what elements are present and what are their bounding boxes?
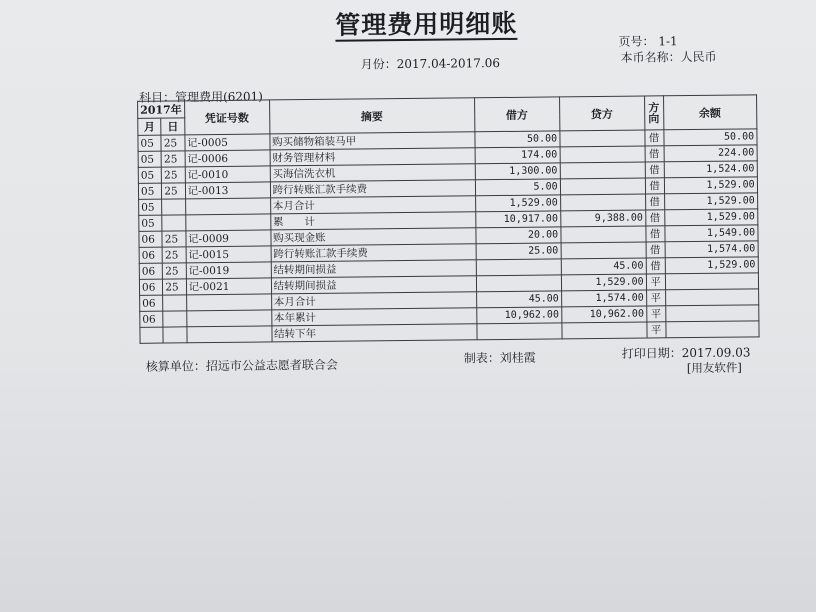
cell-balance <box>665 289 758 306</box>
cell-credit: 45.00 <box>561 258 646 275</box>
cell-debit: 1,300.00 <box>475 163 560 180</box>
cell-direction: 借 <box>645 210 664 226</box>
header-month: 月 <box>138 118 161 135</box>
cell-voucher: 记-0010 <box>185 166 270 183</box>
cell-month: 05 <box>138 167 161 183</box>
cell-month: 06 <box>139 247 162 263</box>
cell-balance: 224.00 <box>664 145 757 162</box>
cell-direction: 平 <box>646 274 665 290</box>
cell-direction: 借 <box>645 178 664 194</box>
cell-direction: 借 <box>645 162 664 178</box>
cell-credit: 1,574.00 <box>561 290 646 307</box>
cell-balance: 1,524.00 <box>664 161 757 178</box>
cell-credit <box>561 242 646 259</box>
cell-debit: 20.00 <box>476 227 561 244</box>
software-label: [用友软件] <box>686 360 742 376</box>
cell-debit: 10,962.00 <box>476 307 561 324</box>
header-credit: 贷方 <box>559 96 644 131</box>
page-number: 页号： 1-1 <box>618 34 678 49</box>
cell-debit <box>477 323 562 340</box>
print-date: 打印日期：2017.09.03 <box>621 345 751 361</box>
cell-direction: 借 <box>646 258 665 274</box>
cell-debit: 10,917.00 <box>475 211 560 228</box>
cell-voucher <box>185 214 270 231</box>
cell-direction: 借 <box>645 146 664 162</box>
ledger-table <box>137 94 759 343</box>
cell-day <box>163 327 186 343</box>
cell-debit: 1,529.00 <box>475 195 560 212</box>
cell-month: 05 <box>138 183 161 199</box>
cell-direction: 借 <box>645 194 664 210</box>
cell-day: 25 <box>162 231 185 247</box>
currency-label: 本币名称：人民币 <box>620 49 717 65</box>
header-voucher: 凭证号数 <box>184 100 269 135</box>
cell-month: 05 <box>139 215 162 231</box>
cell-debit: 5.00 <box>475 179 560 196</box>
cell-voucher: 记-0006 <box>185 150 270 167</box>
cell-month: 06 <box>139 279 162 295</box>
cell-summary: 财务管理材料 <box>270 148 475 166</box>
cell-day: 25 <box>162 247 185 263</box>
cell-summary: 本年累计 <box>271 308 476 326</box>
cell-voucher <box>187 326 272 343</box>
cell-direction: 借 <box>645 130 664 146</box>
cell-credit <box>560 178 645 195</box>
cell-credit <box>560 162 645 179</box>
cell-balance <box>666 321 759 338</box>
header-day: 日 <box>161 118 184 135</box>
cell-direction: 平 <box>646 306 665 322</box>
subject-label: 科目：管理费用(6201) <box>138 89 263 105</box>
cell-summary: 跨行转账汇款手续费 <box>271 244 476 262</box>
cell-day <box>162 215 185 231</box>
cell-day: 25 <box>162 183 185 199</box>
cell-summary: 累 计 <box>270 212 475 230</box>
cell-balance: 1,549.00 <box>665 225 758 242</box>
cell-voucher: 记-0021 <box>186 278 271 295</box>
cell-direction: 平 <box>646 290 665 306</box>
cell-balance: 1,574.00 <box>665 241 758 258</box>
ledger-title: 管理费用明细账 <box>335 8 518 40</box>
cell-balance: 1,529.00 <box>664 177 757 194</box>
cell-month: 06 <box>140 295 163 311</box>
cell-direction: 借 <box>646 242 665 258</box>
cell-voucher: 记-0013 <box>185 182 270 199</box>
cell-summary: 结转期间损益 <box>271 276 476 294</box>
cell-summary: 本月合计 <box>271 292 476 310</box>
cell-balance: 1,529.00 <box>664 209 757 226</box>
cell-summary: 跨行转账汇款手续费 <box>270 180 475 198</box>
cell-summary: 结转下年 <box>272 324 477 342</box>
cell-voucher: 记-0015 <box>186 246 271 263</box>
cell-day <box>162 199 185 215</box>
cell-summary: 本月合计 <box>270 196 475 214</box>
cell-summary: 结转期间损益 <box>271 260 476 278</box>
cell-balance <box>665 273 758 290</box>
cell-summary: 购买储物箱装马甲 <box>270 132 475 150</box>
cell-day <box>163 311 186 327</box>
cell-day: 25 <box>163 263 186 279</box>
cell-month: 05 <box>138 135 161 151</box>
cell-credit <box>560 146 645 163</box>
cell-direction: 平 <box>647 322 666 338</box>
cell-day: 25 <box>161 151 184 167</box>
cell-voucher <box>186 310 271 327</box>
cell-voucher: 记-0005 <box>185 134 270 151</box>
cell-credit: 10,962.00 <box>561 306 646 323</box>
cell-credit: 1,529.00 <box>561 274 646 291</box>
cell-debit: 25.00 <box>476 243 561 260</box>
cell-month: 06 <box>139 263 162 279</box>
cell-balance <box>665 305 758 322</box>
cell-debit: 50.00 <box>475 131 560 148</box>
cell-month: 06 <box>139 231 162 247</box>
cell-voucher: 记-0019 <box>186 262 271 279</box>
cell-credit <box>560 130 645 147</box>
cell-credit <box>560 194 645 211</box>
cell-direction: 借 <box>646 226 665 242</box>
cell-balance: 50.00 <box>664 129 757 146</box>
header-balance: 余额 <box>663 95 756 130</box>
ledger-sheet <box>120 0 774 400</box>
cell-voucher <box>186 294 271 311</box>
cell-voucher <box>185 198 270 215</box>
cell-day: 25 <box>162 167 185 183</box>
cell-balance: 1,529.00 <box>664 193 757 210</box>
prepared-by: 制表：刘桂霞 <box>463 350 536 366</box>
cell-credit <box>562 322 647 339</box>
accounting-unit: 核算单位：招远市公益志愿者联合会 <box>145 357 338 374</box>
header-year: 2017年 <box>138 101 185 118</box>
header-summary: 摘要 <box>269 98 474 134</box>
cell-summary: 买海信洗衣机 <box>270 164 475 182</box>
period-label: 月份：2017.04-2017.06 <box>360 56 501 72</box>
cell-day <box>163 295 186 311</box>
cell-credit <box>561 226 646 243</box>
cell-debit <box>476 259 561 276</box>
cell-day: 25 <box>163 279 186 295</box>
header-debit: 借方 <box>474 97 559 132</box>
cell-summary: 购买现金账 <box>271 228 476 246</box>
cell-credit: 9,388.00 <box>560 210 645 227</box>
cell-month: 05 <box>138 151 161 167</box>
cell-balance: 1,529.00 <box>665 257 758 274</box>
cell-month: 06 <box>140 311 163 327</box>
cell-month: 05 <box>139 199 162 215</box>
header-direction: 方向 <box>644 96 663 130</box>
cell-debit: 45.00 <box>476 291 561 308</box>
cell-voucher: 记-0009 <box>186 230 271 247</box>
cell-day: 25 <box>161 135 184 151</box>
cell-debit <box>476 275 561 292</box>
cell-debit: 174.00 <box>475 147 560 164</box>
cell-month <box>140 327 163 343</box>
